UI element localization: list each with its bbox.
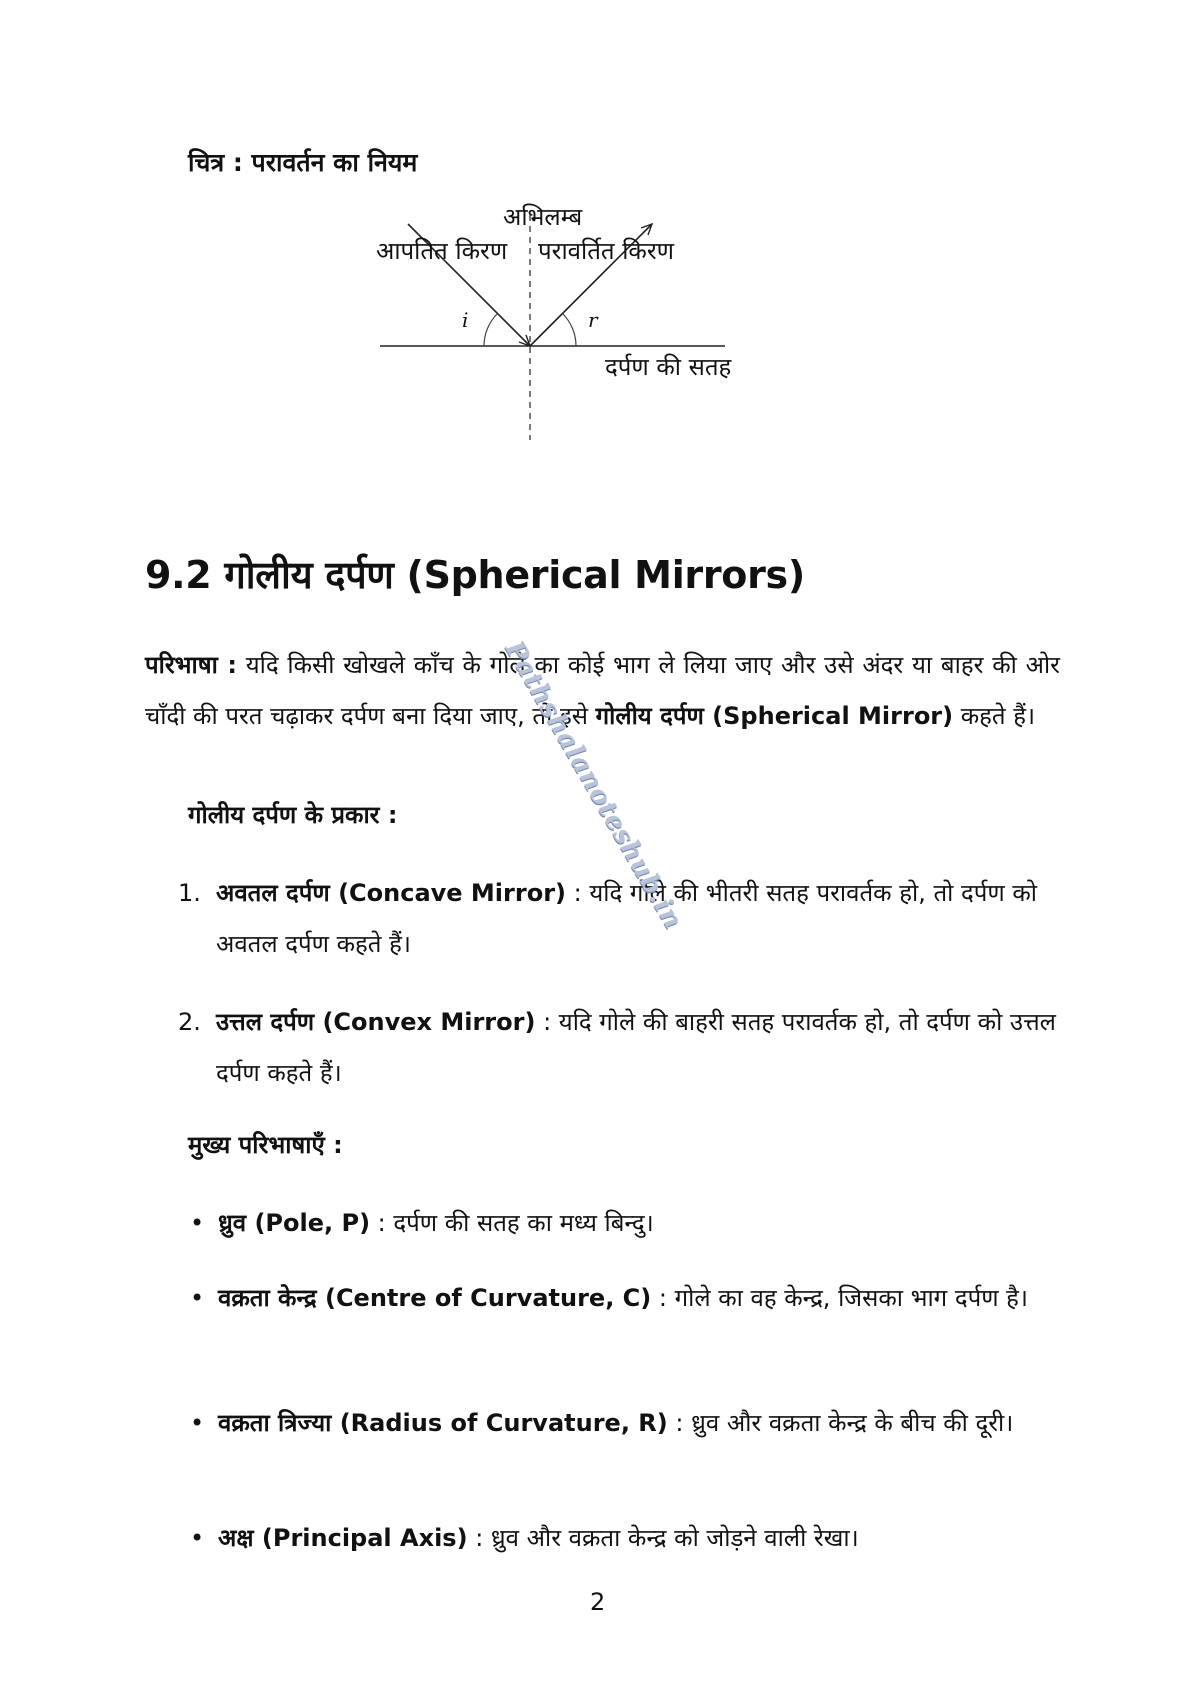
list-number: 2. (178, 1008, 201, 1036)
angle-reflection-label: r (588, 308, 598, 332)
angle-incidence-label: i (462, 308, 469, 332)
mirror-surface-label: दर्पण की सतह (605, 353, 732, 381)
bullet-term: अक्ष (Principal Axis) (218, 1524, 468, 1552)
bullet-term: ध्रुव (Pole, P) (218, 1209, 371, 1237)
bullet-desc: : दर्पण की सतह का मध्य बिन्दु। (370, 1209, 654, 1237)
reflected-ray-label: परावर्तित किरण (538, 237, 675, 265)
bullet-term: वक्रता केन्द्र (Centre of Curvature, C) (218, 1284, 652, 1312)
figure-caption: चित्र : परावर्तन का नियम (188, 148, 418, 177)
bullet-item-radius-of-curvature (190, 1398, 1063, 1449)
list-desc: : यदि गोले की बाहरी सतह परावर्तक हो, तो दर्पण को उत्तल दर्पण कहते हैं। (216, 1008, 1056, 1087)
definition-term: गोलीय दर्पण (Spherical Mirror) (595, 702, 954, 730)
reflection-law-diagram (376, 200, 820, 490)
bullet-icon: • (190, 1284, 205, 1312)
types-heading: गोलीय दर्पण के प्रकार : (188, 801, 398, 829)
key-definitions-heading: मुख्य परिभाषाएँ : (188, 1131, 343, 1159)
bullet-icon: • (190, 1209, 205, 1237)
bullet-item-pole (190, 1198, 1063, 1249)
watermark: Pathshalanoteshub.in (498, 635, 689, 935)
list-term: उत्तल दर्पण (Convex Mirror) (216, 1008, 536, 1036)
bullet-desc: : ध्रुव और वक्रता केन्द्र को जोड़ने वाली रेखा। (467, 1524, 859, 1552)
page-number: 2 (590, 1588, 606, 1616)
normal-label: अभिलम्ब (503, 203, 583, 231)
list-item-convex (178, 997, 1063, 1099)
bullet-term: वक्रता त्रिज्या (Radius of Curvature, R) (218, 1409, 668, 1437)
definition-text-1: यदि किसी खोखले काँच के गोले का कोई भाग ले लिया जाए और उसे अंदर या बाहर की ओर चाँदी की परत चढ़ाकर दर्पण बना दिया जाए, तो इसे (145, 651, 1060, 730)
list-number: 1. (178, 879, 201, 907)
bullet-item-centre-of-curvature (190, 1273, 1063, 1324)
bullet-icon: • (190, 1524, 205, 1552)
list-item-concave (178, 868, 1063, 970)
list-term: अवतल दर्पण (Concave Mirror) (216, 879, 567, 907)
bullet-desc: : ध्रुव और वक्रता केन्द्र के बीच की दूरी। (667, 1409, 1014, 1437)
definition-label: परिभाषा : (145, 651, 237, 679)
definition-paragraph (145, 640, 1060, 742)
section-title: 9.2 गोलीय दर्पण (Spherical Mirrors) (145, 553, 805, 597)
bullet-desc: : गोले का वह केन्द्र, जिसका भाग दर्पण है। (651, 1284, 1029, 1312)
bullet-item-principal-axis (190, 1513, 1063, 1564)
bullet-icon: • (190, 1409, 205, 1437)
incident-ray-label: आपतित किरण (376, 237, 508, 265)
list-desc: : यदि गोले की भीतरी सतह परावर्तक हो, तो दर्पण को अवतल दर्पण कहते हैं। (216, 879, 1037, 958)
definition-text-2: कहते हैं। (953, 702, 1036, 730)
